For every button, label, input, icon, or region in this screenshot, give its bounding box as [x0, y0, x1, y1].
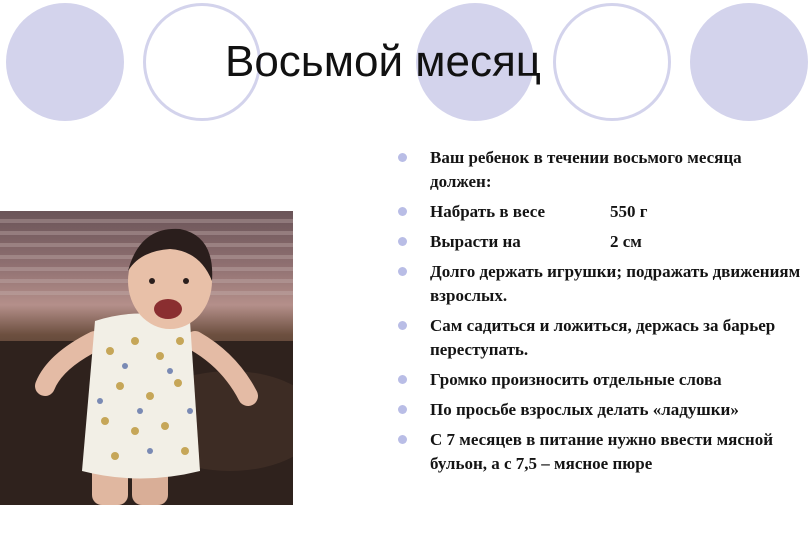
list-item-text: Долго держать игрушки; подражать движениям взрослых. — [430, 262, 801, 305]
bullet-icon — [398, 207, 407, 216]
slide-title: Восьмой месяц — [224, 37, 541, 86]
list-item — [398, 230, 803, 254]
list-item — [398, 398, 803, 422]
list-item-value: 550 г — [610, 202, 648, 221]
list-item — [398, 428, 803, 476]
list-item-text: С 7 месяцев в питание нужно ввести мясной бульон, а с 7,5 – мясное пюре — [430, 430, 773, 473]
list-item — [398, 314, 803, 362]
milestone-list — [398, 146, 803, 482]
list-item — [398, 368, 803, 392]
list-item-text: Ваш ребенок в течении восьмого месяца должен: — [430, 148, 742, 191]
baby-photo — [0, 211, 293, 505]
list-item — [398, 260, 803, 308]
baby-photo-illustration — [0, 211, 293, 505]
bullet-icon — [398, 153, 407, 162]
list-item-text: По просьбе взрослых делать «ладушки» — [430, 400, 739, 419]
bullet-icon — [398, 435, 407, 444]
list-item — [398, 200, 803, 224]
bullet-icon — [398, 405, 407, 414]
list-item — [398, 146, 803, 194]
list-item-text: Громко произносить отдельные слова — [430, 370, 722, 389]
list-item-label: Вырасти на — [430, 232, 521, 251]
list-item-label: Набрать в весе — [430, 202, 545, 221]
list-item-value: 2 см — [610, 232, 642, 251]
bullet-icon — [398, 321, 407, 330]
bullet-icon — [398, 375, 407, 384]
list-item-text: Сам садиться и ложиться, держась за барьер переступать. — [430, 316, 776, 359]
bullet-icon — [398, 267, 407, 276]
bullet-icon — [398, 237, 407, 246]
